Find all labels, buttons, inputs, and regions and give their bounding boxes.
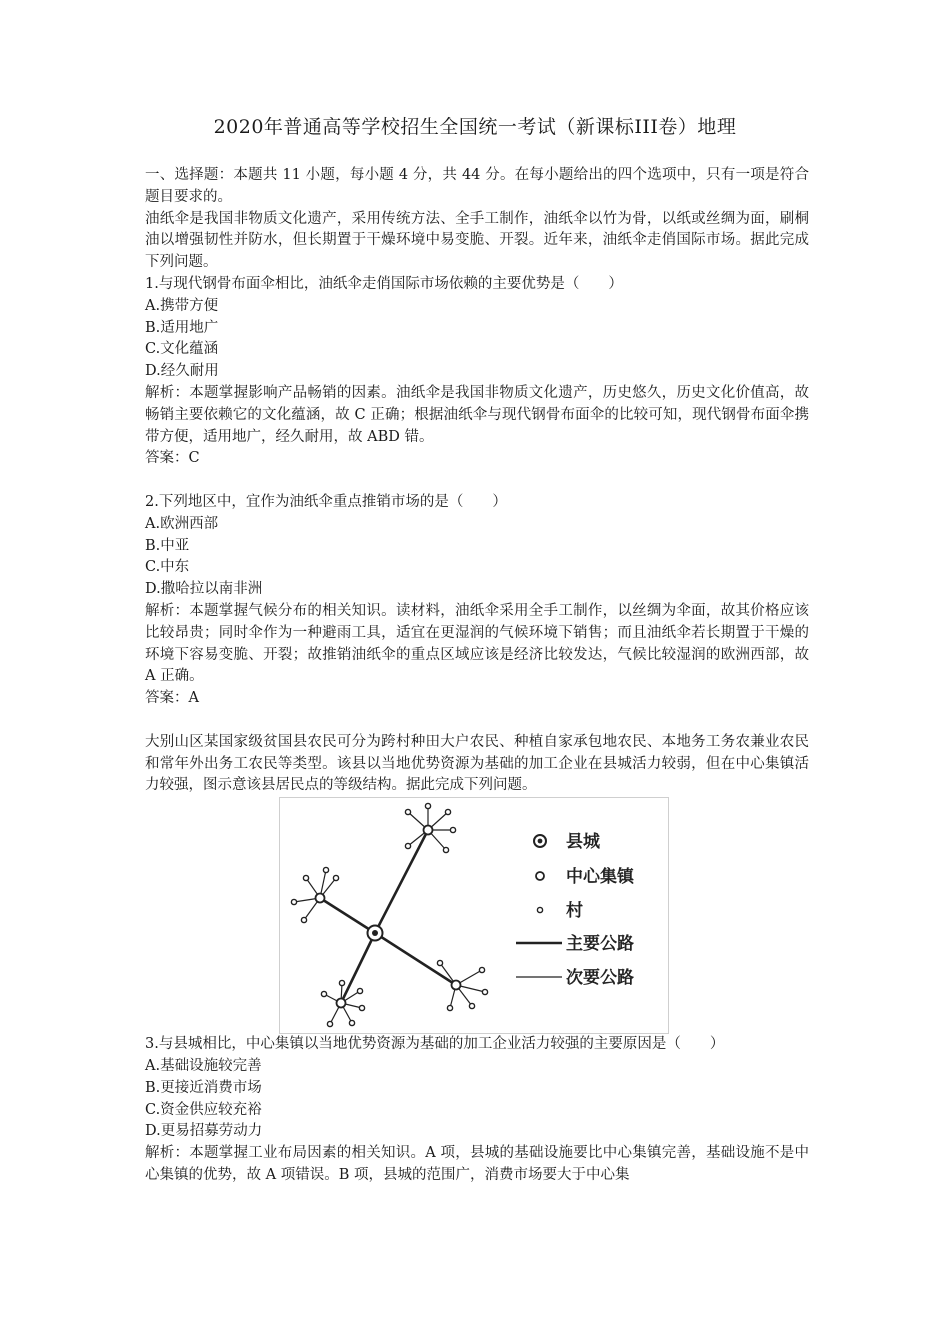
question-2-option-a: A.欧洲西部 <box>145 515 219 532</box>
village-markers <box>291 804 487 1027</box>
question-1-option-a: A.携带方便 <box>145 297 219 314</box>
section-intro: 一、选择题：本题共 11 小题，每小题 4 分，共 44 分。在每小题给出的四个选项中，只有一项是符合题目要求的。 <box>145 167 809 205</box>
main-roads <box>320 830 456 1003</box>
legend-town-symbol <box>536 872 544 880</box>
question-3-option-b: B.更接近消费市场 <box>145 1079 262 1096</box>
document-body <box>145 165 809 1187</box>
legend-county-label: 县城 <box>566 832 600 853</box>
legend-village-symbol <box>537 908 542 913</box>
settlement-diagram <box>280 798 668 1033</box>
question-1-answer: 答案：C <box>145 450 200 467</box>
settlement-hierarchy-figure <box>279 797 669 1034</box>
legend <box>516 832 635 988</box>
question-2-analysis: 解析：本题掌握气候分布的相关知识。读材料，油纸伞采用全手工制作，以丝绸为伞面，故其价格应该比较昂贵；同时伞作为一种避雨工具，适宜在更湿润的气候环境下销售；而且油纸伞若长期置于干燥的环境下容易变脆、开裂；故推销油纸伞的重点区域应该是经济比较发达，气候比较湿润的欧洲西部，故 A 正确。 <box>145 602 809 685</box>
question-2-option-b: B.中亚 <box>145 537 190 554</box>
central-town-markers <box>316 826 461 1008</box>
legend-town-label: 中心集镇 <box>566 867 634 888</box>
legend-minor-road-label: 次要公路 <box>566 968 634 989</box>
county-seat-marker <box>368 926 383 941</box>
question-1-option-d: D.经久耐用 <box>145 363 219 380</box>
passage-1: 油纸伞是我国非物质文化遗产，采用传统方法、全手工制作，油纸伞以竹为骨，以纸或丝绸为面，刷桐油以增强韧性并防水，但长期置于干燥环境中易变脆、开裂。近年来，油纸伞走俏国际市场。据此完成下列问题。 <box>145 210 809 271</box>
question-1-option-b: B.适用地广 <box>145 319 219 336</box>
question-3-stem: 3.与县城相比，中心集镇以当地优势资源为基础的加工企业活力较强的主要原因是（ ） <box>145 1036 725 1053</box>
question-3-analysis: 解析：本题掌握工业布局因素的相关知识。A 项，县城的基础设施要比中心集镇完善，基础设施不是中心集镇的优势，故 A 项错误。B 项，县城的范围广，消费市场要大于中心集 <box>145 1145 809 1183</box>
passage-2: 大别山区某国家级贫国县农民可分为跨村种田大户农民、种植自家承包地农民、本地务工务农兼业农民和常年外出务工农民等类型。该县以当地优势资源为基础的加工企业在县城活力较弱，但在中心集镇活力较强，图示意该县居民点的等级结构。据此完成下列问题。 <box>145 733 809 794</box>
question-3-option-c: C.资金供应较充裕 <box>145 1101 262 1118</box>
legend-main-road-label: 主要公路 <box>566 934 634 955</box>
question-1-option-c: C.文化蕴涵 <box>145 341 219 358</box>
question-1-analysis: 解析：本题掌握影响产品畅销的因素。油纸伞是我国非物质文化遗产，历史悠久，历史文化价值高，故畅销主要依赖它的文化蕴涵，故 C 正确；根据油纸伞与现代钢骨布面伞的比较可知，现代钢骨布面伞携带方便，适用地广，经久耐用，故 ABD 错。 <box>145 384 809 445</box>
page-title: 2020年普通高等学校招生全国统一考试（新课标III卷）地理 <box>213 116 737 138</box>
question-3-option-a: A.基础设施较完善 <box>145 1057 262 1074</box>
legend-county-symbol <box>534 835 546 847</box>
question-3-option-d: D.更易招募劳动力 <box>145 1123 263 1140</box>
question-2-option-c: C.中东 <box>145 559 190 576</box>
question-2-answer: 答案：A <box>145 690 199 707</box>
question-1-stem: 1.与现代钢骨布面伞相比，油纸伞走俏国际市场依赖的主要优势是（ ） <box>145 275 623 292</box>
question-2-option-d: D.撒哈拉以南非洲 <box>145 581 263 598</box>
legend-village-label: 村 <box>566 901 583 922</box>
question-2-stem: 2.下列地区中，宜作为油纸伞重点推销市场的是（ ） <box>145 493 507 510</box>
